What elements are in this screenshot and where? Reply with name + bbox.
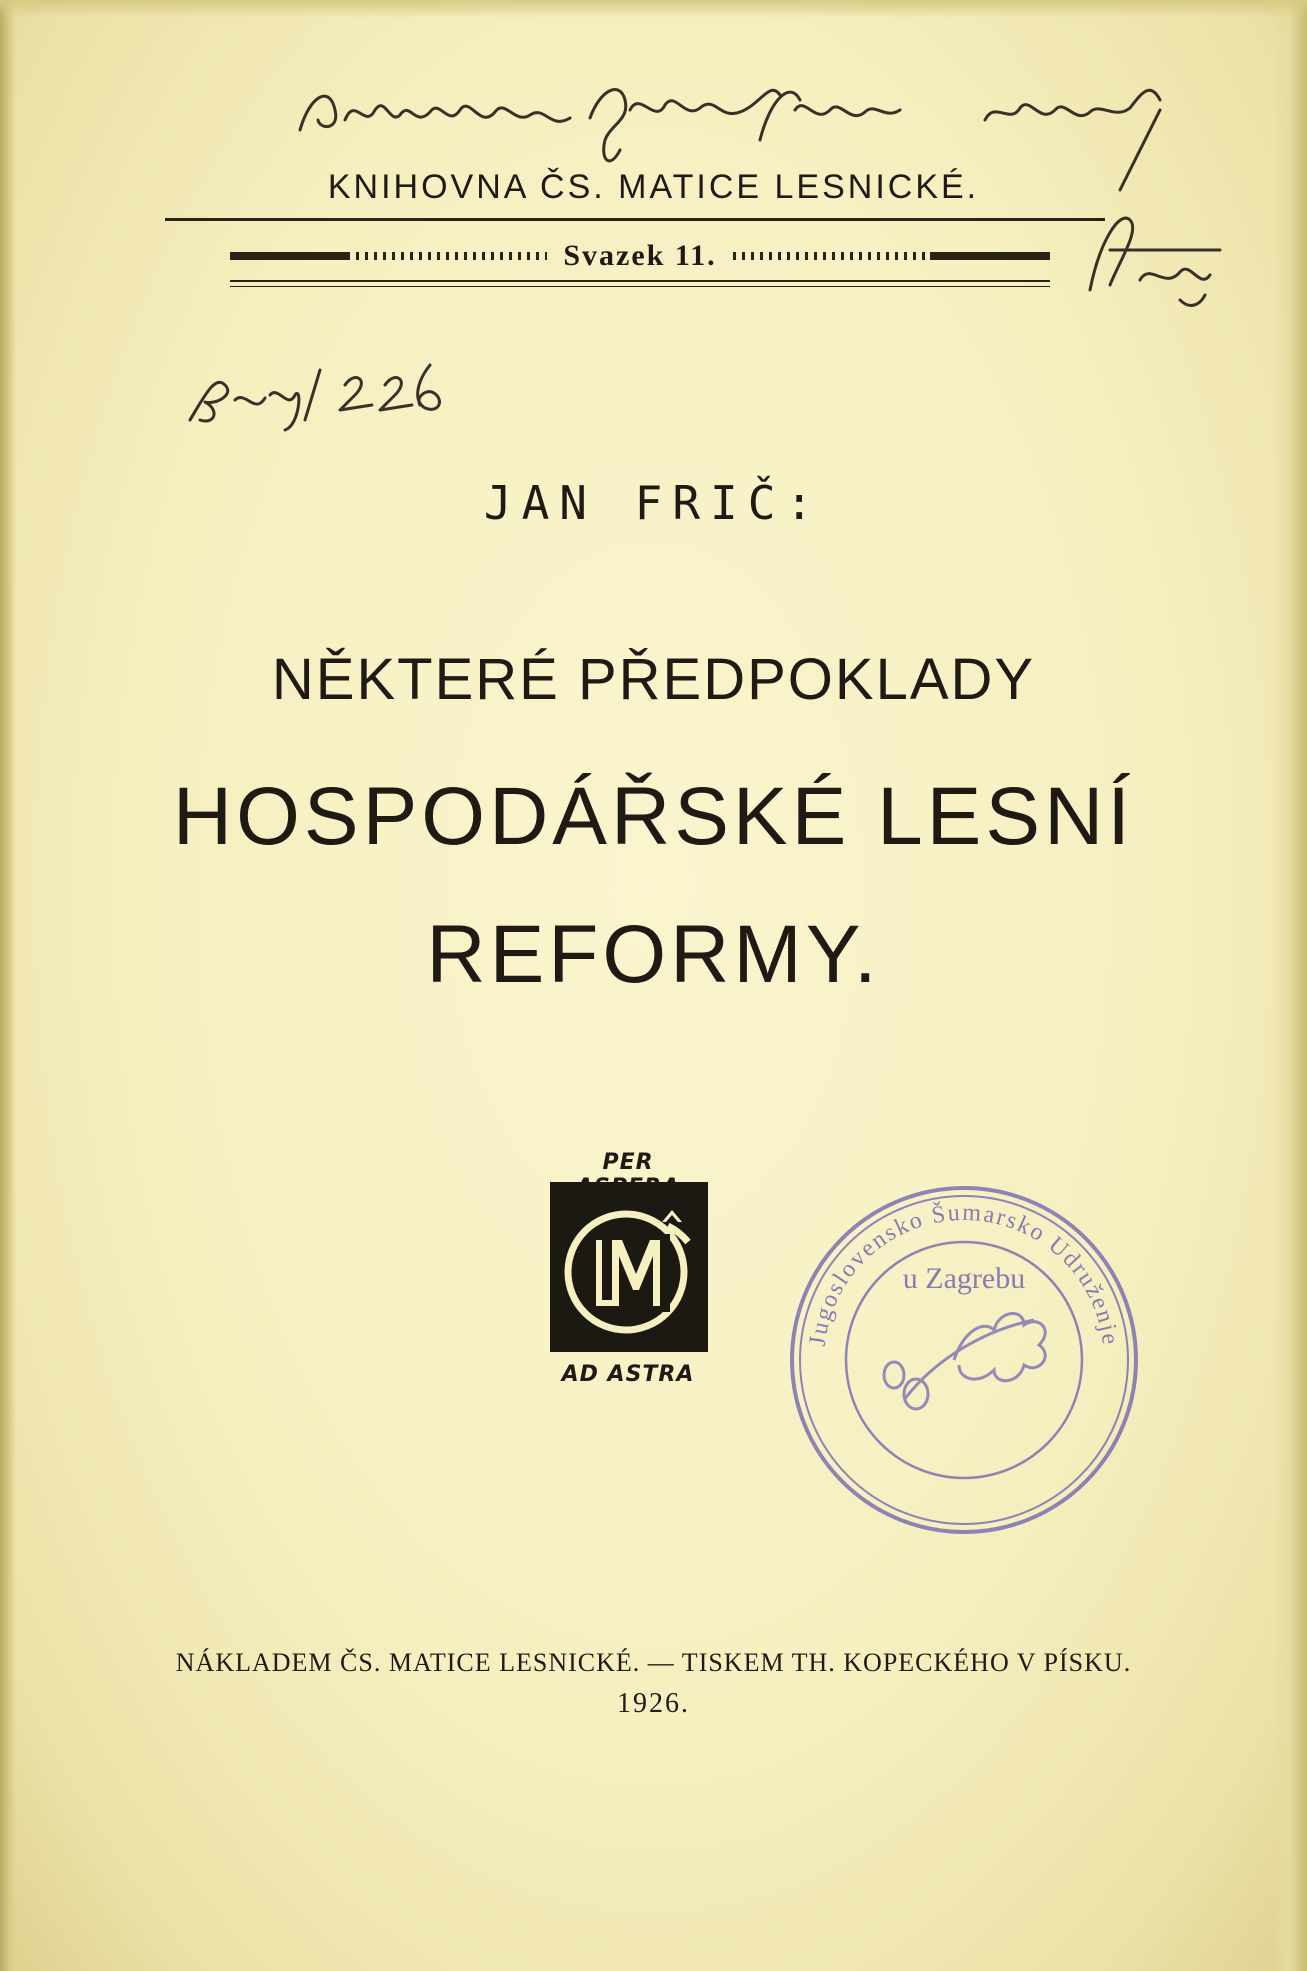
volume-ornament-row (230, 236, 1050, 276)
signature-handwriting (1090, 218, 1220, 305)
stamp-inner-text: u Zagrebu (902, 1262, 1026, 1295)
ornament-right (733, 252, 1050, 260)
series-title: KNIHOVNA ČS. MATICE LESNICKÉ. (327, 168, 980, 206)
volume-label: Svazek 11. (563, 239, 717, 272)
page-top-edge (0, 0, 1307, 18)
publisher-logo (550, 1182, 708, 1352)
author-name: JAN FRIČ: (483, 476, 824, 530)
publication-year: 1926. (617, 1688, 690, 1719)
title-line-3: REFORMY. (426, 909, 881, 1000)
logo-motto-top: PER (602, 1150, 654, 1175)
library-stamp (784, 1180, 1144, 1540)
imprint-line: NÁKLADEM ČS. MATICE LESNICKÉ. — TISKEM TH. KOPECKÉHO V PÍSKU. (175, 1648, 1132, 1677)
logo-motto-bottom: AD ASTRA (561, 1362, 695, 1387)
ornament-left (230, 252, 547, 260)
title-line-1: NĚKTERÉ PŘEDPOKLADY (271, 647, 1036, 712)
catalog-number-handwriting (190, 365, 439, 430)
title-line-2: HOSPODÁŘSKÉ LESNÍ (172, 771, 1135, 862)
stamp-outer-text: Jugoslovensko Šumarsko Udruženje (804, 1199, 1124, 1348)
series-rule-bottom-1 (230, 280, 1050, 282)
series-rule-top (165, 218, 1105, 221)
oak-leaf-icon (884, 1314, 1045, 1409)
series-rule-bottom-2 (230, 286, 1050, 287)
